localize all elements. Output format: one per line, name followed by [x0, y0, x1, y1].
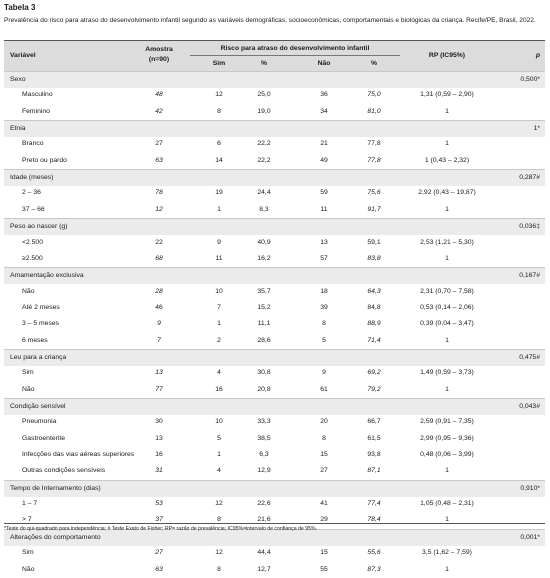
cell-rp: 1 [445, 205, 449, 213]
cell-sim-pct: 11,1 [257, 320, 271, 328]
cell-rp: 0,53 (0,14 – 2,06) [420, 303, 474, 311]
cell-nao-pct: 77,8 [367, 156, 381, 164]
header-variavel: Variável [10, 52, 36, 59]
section-title: Amamentação exclusiva [10, 272, 84, 280]
cell-sim-pct: 12,9 [257, 467, 271, 475]
cell-nao: 59 [320, 189, 328, 197]
cell-sim-pct: 30,8 [257, 369, 271, 377]
cell-sim-pct: 6,3 [259, 451, 269, 459]
cell-sim: 5 [217, 434, 221, 442]
cell-nao-pct: 83,8 [367, 254, 381, 262]
cell-amostra: 30 [155, 418, 163, 426]
row-label: Sim [22, 369, 34, 377]
cell-amostra: 12 [155, 205, 163, 213]
section-row [4, 71, 545, 88]
section-row [4, 398, 545, 415]
cell-nao: 20 [320, 418, 328, 426]
cell-amostra: 28 [155, 287, 163, 295]
cell-nao-pct: 66,7 [367, 418, 381, 426]
cell-sim: 1 [217, 451, 221, 459]
section-title: Tempo de Internamento (dias) [10, 484, 101, 492]
row-label: Feminino [22, 107, 50, 115]
section-p-value: 0,167# [519, 272, 540, 280]
cell-nao: 13 [320, 238, 328, 246]
table-row [4, 87, 545, 103]
cell-sim: 7 [217, 303, 221, 311]
cell-amostra: 48 [155, 91, 163, 99]
cell-nao-pct: 88,9 [367, 320, 381, 328]
cell-sim: 9 [217, 238, 221, 246]
cell-nao-pct: 59,1 [367, 238, 381, 246]
row-label: <2.500 [22, 238, 43, 246]
cell-rp: 1 [445, 254, 449, 262]
header-amostra-n: (n=90) [148, 56, 170, 63]
cell-rp: 1 [445, 467, 449, 475]
cell-amostra: 78 [155, 189, 163, 197]
cell-rp: 2,31 (0,70 – 7,58) [420, 287, 474, 295]
table-row [4, 463, 545, 479]
cell-sim-pct: 22,2 [257, 156, 271, 164]
section-p-value: 0,475# [519, 353, 540, 361]
header-divider [190, 55, 400, 56]
cell-rp: 1,31 (0,59 – 2,90) [420, 91, 474, 99]
cell-sim: 8 [217, 516, 221, 524]
cell-sim: 14 [215, 156, 223, 164]
cell-sim: 19 [215, 189, 223, 197]
cell-rp: 0,39 (0,04 – 3,47) [420, 320, 474, 328]
row-label: Outras condições sensíveis [22, 467, 106, 475]
table-row [4, 202, 545, 218]
cell-sim-pct: 40,9 [257, 238, 271, 246]
cell-amostra: 77 [155, 385, 163, 393]
cell-nao: 34 [320, 107, 328, 115]
cell-sim-pct: 20,8 [257, 385, 271, 393]
table-row [4, 104, 545, 120]
cell-nao: 9 [322, 369, 326, 377]
cell-sim: 12 [215, 500, 223, 508]
table-row [4, 316, 545, 332]
cell-nao-pct: 91,7 [367, 205, 381, 213]
cell-amostra: 37 [155, 516, 163, 524]
table-row [4, 136, 545, 152]
table-header [4, 40, 545, 73]
section-p-value: 0,287# [519, 174, 540, 182]
header-sim: Sim [212, 60, 226, 67]
table-footnote: *Teste do qui-quadrado para independência; # Teste Exato de Fisher; RP= razão de prevalência; IC95%=intervalo de confiança de 95%. [4, 526, 318, 532]
table-row [4, 382, 545, 398]
cell-nao-pct: 75,0 [367, 91, 381, 99]
cell-nao: 27 [320, 467, 328, 475]
cell-sim: 8 [217, 107, 221, 115]
cell-amostra: 16 [155, 451, 163, 459]
cell-amostra: 7 [157, 336, 161, 344]
header-rp: RP (IC95%) [428, 52, 466, 59]
section-row [4, 169, 545, 186]
cell-rp: 1,49 (0,59 – 3,73) [420, 369, 474, 377]
section-p-value: 1* [533, 125, 540, 133]
cell-nao-pct: 78,4 [367, 516, 381, 524]
cell-nao: 21 [320, 140, 328, 148]
cell-nao: 29 [320, 516, 328, 524]
section-row [4, 120, 545, 137]
section-p-value: 0,036‡ [519, 223, 540, 231]
table-row [4, 447, 545, 463]
cell-sim-pct: 28,6 [257, 336, 271, 344]
section-row [4, 349, 545, 366]
cell-rp: 1 [445, 336, 449, 344]
cell-amostra: 13 [155, 369, 163, 377]
cell-sim-pct: 15,2 [257, 303, 271, 311]
header-nao-pct: % [370, 60, 378, 67]
cell-nao-pct: 61,5 [367, 434, 381, 442]
cell-rp: 2,53 (1,21 – 5,30) [420, 238, 474, 246]
cell-nao-pct: 93,8 [367, 451, 381, 459]
cell-nao: 8 [322, 320, 326, 328]
cell-sim: 10 [215, 418, 223, 426]
section-title: Etnia [10, 125, 26, 133]
cell-rp: 1 [445, 516, 449, 524]
cell-amostra: 27 [155, 140, 163, 148]
cell-nao: 15 [320, 549, 328, 557]
cell-nao: 36 [320, 91, 328, 99]
cell-rp: 1 [445, 385, 449, 393]
cell-nao-pct: 75,6 [367, 189, 381, 197]
cell-amostra: 13 [155, 434, 163, 442]
cell-nao-pct: 55,6 [367, 549, 381, 557]
cell-sim: 12 [215, 549, 223, 557]
table-row [4, 300, 545, 316]
cell-nao-pct: 71,4 [367, 336, 381, 344]
cell-nao-pct: 87,3 [367, 565, 381, 573]
row-label: Não [22, 287, 35, 295]
cell-amostra: 68 [155, 254, 163, 262]
cell-sim-pct: 22,6 [257, 500, 271, 508]
cell-nao: 39 [320, 303, 328, 311]
cell-rp: 0,48 (0,06 – 3,99) [420, 451, 474, 459]
section-row [4, 218, 545, 235]
cell-nao-pct: 81,0 [367, 107, 381, 115]
table-bottom-rule [4, 523, 545, 524]
cell-sim-pct: 24,4 [257, 189, 271, 197]
cell-sim: 11 [215, 254, 223, 262]
row-label: Masculino [22, 91, 53, 99]
cell-amostra: 46 [155, 303, 163, 311]
table-row [4, 185, 545, 201]
table-row [4, 284, 545, 300]
cell-nao: 49 [320, 156, 328, 164]
row-label: 3 – 5 meses [22, 320, 60, 328]
row-label: Até 2 meses [22, 303, 60, 311]
cell-sim-pct: 25,0 [257, 91, 271, 99]
cell-rp: 2,92 (0,43 – 19,87) [418, 189, 476, 197]
table-caption: Prevalência do risco para atraso do desenvolvimento infantil segundo as variáveis demográficas, socioeconômicas, comportamentais e biológicas da criança. Recife/PE, Brasil, 2022. [4, 17, 536, 24]
cell-nao: 61 [320, 385, 328, 393]
header-nao: Não [317, 60, 331, 67]
section-p-value: 0,001* [520, 533, 540, 541]
cell-amostra: 63 [155, 565, 163, 573]
table-row [4, 414, 545, 430]
cell-sim-pct: 35,7 [257, 287, 271, 295]
cell-nao: 5 [322, 336, 326, 344]
cell-rp: 1 [445, 107, 449, 115]
section-title: Sexo [10, 76, 26, 83]
cell-nao: 8 [322, 434, 326, 442]
table-row [4, 431, 545, 447]
section-p-value: 0,043# [519, 403, 540, 410]
cell-amostra: 63 [155, 156, 163, 164]
cell-sim-pct: 12,7 [257, 565, 271, 573]
row-label: Preto ou pardo [22, 156, 67, 164]
section-title: Idade (meses) [10, 174, 54, 182]
table-row [4, 251, 545, 267]
header-sim-pct: % [260, 60, 268, 67]
cell-nao: 18 [320, 287, 328, 295]
cell-nao-pct: 79,2 [367, 385, 381, 393]
cell-nao-pct: 64,3 [367, 287, 381, 295]
cell-rp: 2,99 (0,95 – 9,36) [420, 434, 474, 442]
cell-sim-pct: 19,0 [257, 107, 271, 115]
row-label: > 7 [22, 516, 32, 524]
header-amostra: Amostra [145, 46, 173, 53]
cell-sim-pct: 8,3 [259, 205, 269, 213]
section-title: Peso ao nascer (g) [10, 223, 68, 231]
row-label: Sim [22, 549, 34, 557]
cell-sim: 1 [217, 320, 221, 328]
table-row [4, 496, 545, 512]
row-label: Não [22, 565, 35, 573]
cell-sim-pct: 22,2 [257, 140, 271, 148]
cell-sim: 1 [217, 205, 221, 213]
cell-rp: 1 [445, 565, 449, 573]
cell-sim: 2 [217, 336, 221, 344]
cell-sim: 8 [217, 565, 221, 573]
cell-nao-pct: 69,2 [367, 369, 381, 377]
row-label: Pneumonia [22, 418, 57, 426]
row-label: 37 – 66 [22, 205, 45, 213]
cell-sim: 6 [217, 140, 221, 148]
cell-sim-pct: 33,3 [257, 418, 271, 426]
section-row [4, 480, 545, 497]
cell-sim: 16 [215, 385, 223, 393]
section-row [4, 267, 545, 284]
section-title: Alterações do comportamento [10, 533, 101, 541]
table-row [4, 235, 545, 251]
cell-rp: 2,59 (0,91 – 7,35) [420, 418, 474, 426]
cell-amostra: 27 [155, 549, 163, 557]
table-row [4, 545, 545, 561]
table-row [4, 365, 545, 381]
cell-sim-pct: 21,6 [257, 516, 271, 524]
row-label: 6 meses [22, 336, 48, 344]
table-row [4, 562, 545, 578]
cell-sim: 10 [215, 287, 223, 295]
table-row [4, 333, 545, 349]
section-title: Condição sensível [10, 403, 66, 410]
cell-amostra: 42 [155, 107, 163, 115]
row-label: 1 – 7 [22, 500, 38, 508]
cell-nao-pct: 87,1 [367, 467, 381, 475]
cell-sim-pct: 44,4 [257, 549, 271, 557]
header-risco: Risco para atraso do desenvolvimento infantil [220, 45, 370, 52]
cell-rp: 1,05 (0,48 – 2,31) [420, 500, 474, 508]
section-p-value: 0,500* [520, 76, 540, 83]
cell-nao: 41 [320, 500, 328, 508]
cell-nao: 11 [320, 205, 328, 213]
cell-nao: 15 [320, 451, 328, 459]
cell-nao-pct: 84,8 [367, 303, 381, 311]
row-label: 2 – 36 [22, 189, 41, 197]
cell-amostra: 53 [155, 500, 163, 508]
cell-nao-pct: 77,8 [367, 140, 381, 148]
cell-sim-pct: 16,2 [257, 254, 271, 262]
cell-sim: 4 [217, 467, 221, 475]
cell-sim: 4 [217, 369, 221, 377]
cell-nao: 57 [320, 254, 328, 262]
cell-sim-pct: 38,5 [257, 434, 271, 442]
cell-rp: 1 (0,43 – 2,32) [424, 156, 470, 164]
cell-amostra: 9 [157, 320, 161, 328]
cell-nao-pct: 77,4 [367, 500, 381, 508]
cell-amostra: 31 [155, 467, 163, 475]
table-row [4, 153, 545, 169]
row-label: Infecções das vias aéreas superiores [22, 451, 135, 459]
section-title: Leu para a criança [10, 353, 67, 361]
row-label: Não [22, 385, 35, 393]
cell-rp: 1 [445, 140, 449, 148]
row-label: Gastroenterite [22, 434, 66, 442]
cell-amostra: 22 [155, 238, 163, 246]
table-label: Tabela 3 [4, 3, 36, 12]
section-p-value: 0,910* [520, 484, 540, 492]
header-p: p [535, 52, 540, 59]
row-label: Branco [22, 140, 44, 148]
row-label: ≥2.500 [22, 254, 43, 262]
cell-rp: 3,5 (1,62 – 7,59) [422, 549, 472, 557]
cell-nao: 55 [320, 565, 328, 573]
cell-sim: 12 [215, 91, 223, 99]
